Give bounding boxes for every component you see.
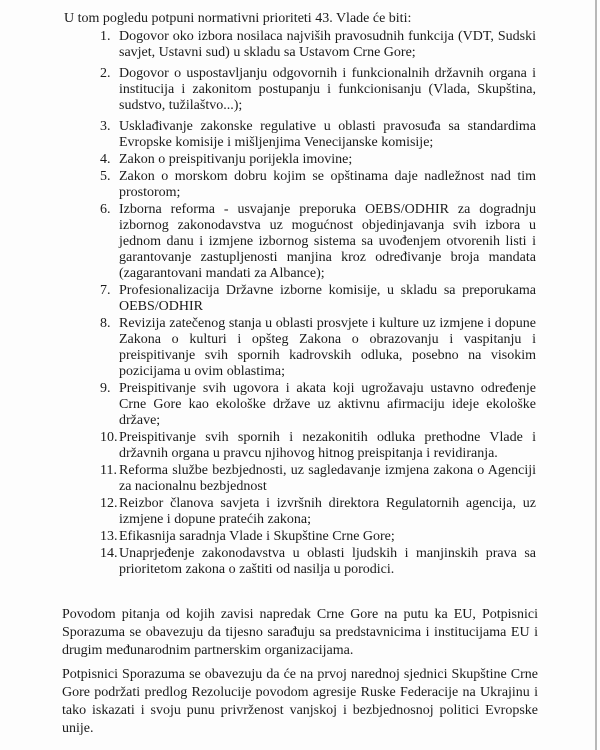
item-text: Zakon o morskom dobru kojim se opštinama daje nadležnost nad tim prostorom; [119, 169, 536, 200]
item-number: 14. [100, 546, 118, 561]
item-number: 6. [100, 202, 111, 217]
item-text: Dogovor oko izbora nosilaca najviših pravosudnih funkcija (VDT, Sudski savjet, Ustavni sud) u skladu sa Ustavom Crne Gore; [119, 29, 536, 60]
item-number: 11. [100, 463, 117, 478]
item-number: 5. [100, 169, 111, 184]
item-text: Reforma službe bezbjednosti, uz sagledavanje izmjena zakona o Agenciji za nacionalnu bezbjednost [119, 463, 536, 494]
item-text: Efikasnija saradnja Vlade i Skupštine Crne Gore; [119, 529, 395, 544]
item-number: 7. [100, 283, 111, 298]
item-number: 1. [100, 29, 111, 44]
paragraph-resolution: Potpisnici Sporazuma se obavezuju da će na prvoj narednoj sjednici Skupštine Crne Gore podržati predlog Rezolucije povodom agresije Ruske Federacije na Ukrajinu i tako iskazati i svoju punu privrženost vanjskoj i bezbjednosnoj politici Evropske unije. [62, 667, 538, 736]
item-text: Zakon o preispitivanju porijekla imovine; [119, 152, 353, 167]
item-number: 4. [100, 152, 111, 167]
item-text: Dogovor o uspostavljanju odgovornih i funkcionalnih državnih organa i institucija i zakonitom postupanju i funkcionisanju (Vlada, Skupština, sudstvo, tužilaštvo...); [119, 66, 536, 113]
list-item [100, 546, 536, 578]
list-item [100, 152, 536, 168]
item-number: 12. [100, 496, 118, 511]
intro-text: U tom pogledu potpuni normativni prioriteti 43. Vlade će biti: [64, 11, 412, 26]
list-item [100, 66, 536, 114]
item-text: Izborna reforma - usvajanje preporuka OEBS/ODHIR za dogradnju izbornog zakonodavstva uz mogućnost objedinjavanja svih izbora u jednom danu i izmjene izbornog sistema sa uvođenjem otvorenih listi i garantovanje zastupljenosti manjina kroz određivanje broja mandata (zagarantovani mandati za Albance); [119, 202, 536, 281]
priorities-list [100, 29, 536, 578]
list-item [100, 463, 536, 495]
item-number: 3. [100, 119, 111, 134]
list-item [100, 169, 536, 201]
item-number: 13. [100, 529, 118, 544]
item-text: Unaprjeđenje zakonodavstva u oblasti ljudskih i manjinskih prava sa prioritetom zakona o zaštiti od nasilja u porodici. [119, 546, 536, 577]
item-text: Profesionalizacija Državne izborne komisije, u skladu sa preporukama OEBS/ODHIR [119, 283, 536, 314]
item-number: 9. [100, 381, 111, 396]
scan-edge-line [595, 0, 597, 750]
item-text: Preispitivanje svih ugovora i akata koji ugrožavaju ustavno određenje Crne Gore kao ekološke države uz aktivnu afirmaciju ideje ekološke države; [119, 381, 536, 428]
item-text: Usklađivanje zakonske regulative u oblasti pravosuđa sa standardima Evropske komisije i mišljenjima Venecijanske komisije; [119, 119, 536, 150]
item-text: Revizija zatečenog stanja u oblasti prosvjete i kulture uz izmjene i dopune Zakona o kulturi i opšteg Zakona o obrazovanju i vaspitanju i preispitivanje svih spornih kadrovskih odluka, posebno na visokim pozicijama u ovim oblastima; [119, 316, 536, 379]
paragraph-eu: Povodom pitanja od kojih zavisi napredak Crne Gore na putu ka EU, Potpisnici Sporazuma se obavezuju da tijesno sarađuju sa predstavnicima i institucijama EU i drugim međunarodnim partnerskim organizacijama. [62, 607, 538, 658]
list-item [100, 202, 536, 282]
list-item [100, 29, 536, 61]
list-item [100, 529, 536, 545]
list-item [100, 283, 536, 315]
list-item [100, 381, 536, 429]
item-text: Preispitivanje svih spornih i nezakonitih odluka prethodne Vlade i državnih organa u pravcu njihovog hitnog preispitanja i revidiranja. [119, 430, 536, 461]
list-item [100, 496, 536, 528]
item-number: 8. [100, 316, 111, 331]
item-text: Reizbor članova savjeta i izvršnih direktora Regulatornih agencija, uz izmjene i dopune pratećih zakona; [119, 496, 536, 527]
item-number: 10. [100, 430, 118, 445]
list-item [100, 119, 536, 151]
list-item [100, 430, 536, 462]
item-number: 2. [100, 66, 111, 81]
list-item [100, 316, 536, 380]
